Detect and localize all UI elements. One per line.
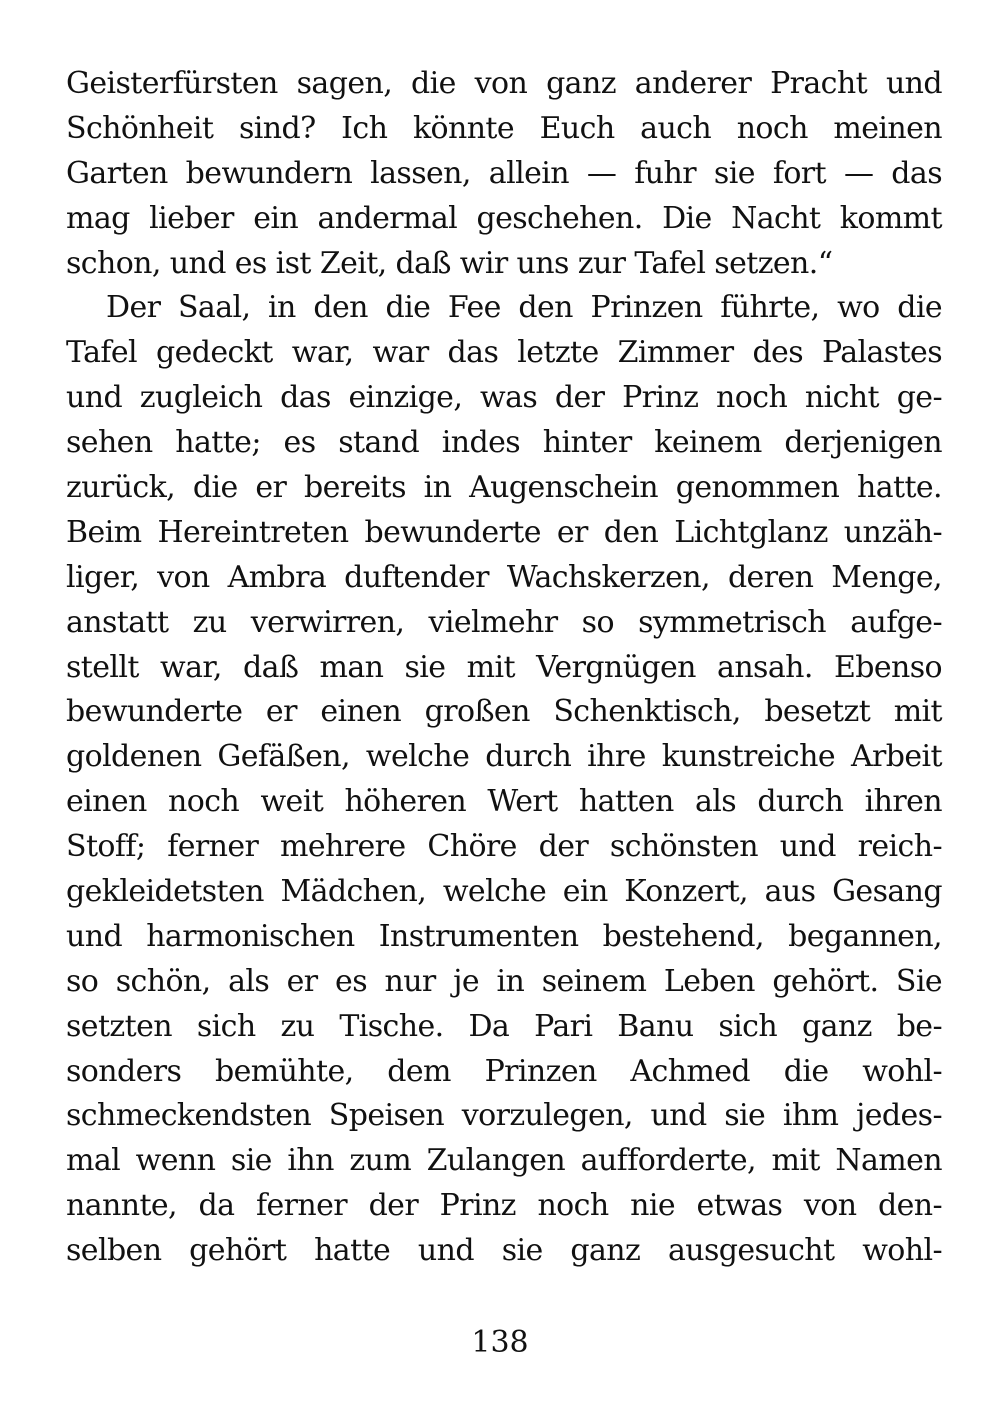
text-line: stellt war, daß man sie mit Vergnügen ansah. Ebenso <box>66 649 942 685</box>
text-line: Garten bewundern lassen, allein — fuhr sie fort — das <box>66 155 942 191</box>
text-line: Beim Hereintreten bewunderte er den Lichtglanz unzäh- <box>66 514 942 550</box>
page-number: 138 <box>471 1325 529 1360</box>
text-line: Tafel gedeckt war, war das letzte Zimmer des Palastes <box>66 335 942 371</box>
text-line: selben gehört hatte und sie ganz ausgesucht wohl- <box>66 1233 942 1269</box>
text-line: setzten sich zu Tische. Da Pari Banu sich ganz be- <box>66 1008 942 1044</box>
page-body <box>66 62 942 1352</box>
text-line: sonders bemühte, dem Prinzen Achmed die wohl- <box>66 1053 942 1089</box>
text-line: zurück, die er bereits in Augenschein genommen hatte. <box>66 470 942 506</box>
text-line: liger, von Ambra duftender Wachskerzen, deren Menge, <box>66 559 942 595</box>
text-line: mag lieber ein andermal geschehen. Die Nacht kommt <box>66 200 942 236</box>
text-line: sehen hatte; es stand indes hinter keinem derjenigen <box>66 425 942 461</box>
text-line: gekleidetsten Mädchen, welche ein Konzert, aus Gesang <box>66 874 942 910</box>
text-line: goldenen Gefäßen, welche durch ihre kunstreiche Arbeit <box>66 739 942 775</box>
text-line: so schön, als er es nur je in seinem Leben gehört. Sie <box>66 963 942 999</box>
text-line: bewunderte er einen großen Schenktisch, besetzt mit <box>66 694 942 730</box>
text-line: Stoff; ferner mehrere Chöre der schönsten und reich- <box>66 829 942 865</box>
text-line: Geisterfürsten sagen, die von ganz anderer Pracht und <box>66 66 942 101</box>
text-line: einen noch weit höheren Wert hatten als durch ihren <box>66 784 942 820</box>
text-line: und harmonischen Instrumenten bestehend, begannen, <box>66 918 942 954</box>
text-line: Schönheit sind? Ich könnte Euch auch noch meinen <box>66 110 942 146</box>
text-line: anstatt zu verwirren, vielmehr so symmetrisch aufge- <box>66 604 942 640</box>
text-line: schon, und es ist Zeit, daß wir uns zur Tafel setzen.“ <box>66 245 833 281</box>
paragraph-first-line: Der Saal, in den die Fee den Prinzen führte, wo die <box>106 290 942 326</box>
text-line: nannte, da ferner der Prinz noch nie etwas von den- <box>66 1188 942 1224</box>
text-line: schmeckendsten Speisen vorzulegen, und sie ihm jedes- <box>66 1098 942 1134</box>
text-line: und zugleich das einzige, was der Prinz noch nicht ge- <box>66 380 942 416</box>
text-line: mal wenn sie ihn zum Zulangen aufforderte, mit Namen <box>66 1143 942 1179</box>
